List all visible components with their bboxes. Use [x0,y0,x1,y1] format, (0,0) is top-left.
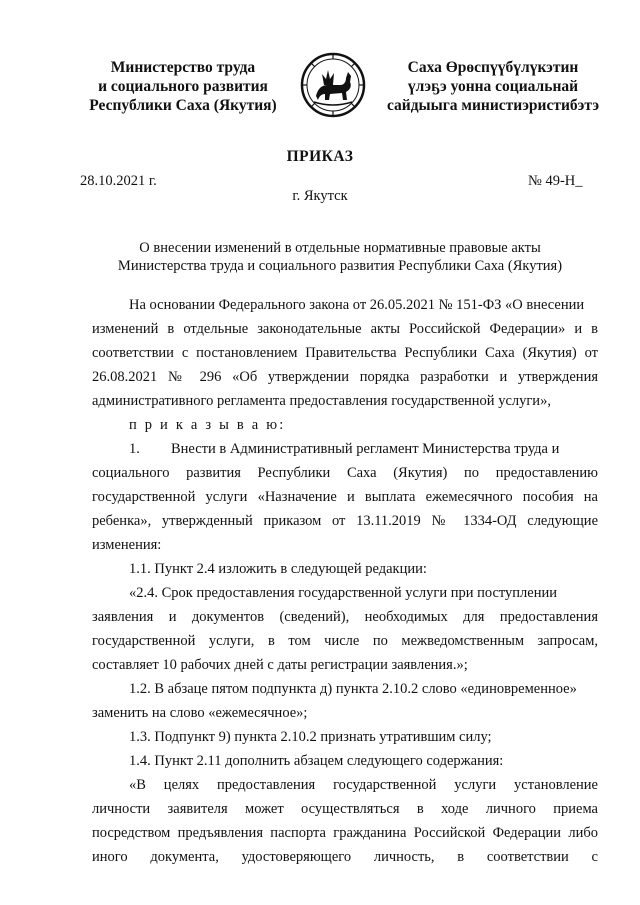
ministry-name-line: Саха Өрөспүүбүлүкэтин [407,59,579,76]
body-line: личности заявителя может осуществляться в ходе личного приема [92,801,598,817]
document-title: ПРИКАЗ [286,148,354,165]
ministry-name-line: Министерство труда [110,59,256,76]
body-line: посредством предъявления паспорта гражданина Российской Федерации либо [92,825,598,841]
ministry-name-line: Республики Саха (Якутия) [89,97,277,114]
body-line: государственной услуги «Назначение и выплата ежемесячного пособия на [92,489,598,505]
body-line: изменения: [92,537,162,553]
body-line: административного регламента предоставления государственной услуги», [92,393,551,409]
body-line: социального развития Республики Саха (Якутия) по предоставлению [92,465,598,481]
body-line: ребенка», утвержденный приказом от 13.11.2019 № 1334-ОД следующие [92,513,598,529]
body-line-item-1 [92,437,598,461]
body-line: заявления и документов (сведений), необходимых для предоставления [92,609,598,625]
item-number: 1. [129,441,140,457]
body-line: 1.2. В абзаце пятом подпункта д) пункта 2.10.2 слово «единовременное» [129,681,577,697]
order-body [92,293,598,869]
order-verb: п р и к а з ы в а ю: [129,417,286,433]
body-line: 1.3. Подпункт 9) пункта 2.10.2 признать утратившим силу; [129,729,492,745]
order-subject [80,239,600,275]
order-city: г. Якутск [292,188,348,204]
republic-emblem-icon [300,52,366,118]
subject-line: Министерства труда и социального развития Республики Саха (Якутия) [117,258,563,274]
ministry-name-line: и социального развития [98,78,268,95]
body-line: составляет 10 рабочих дней с даты регистрации заявления.»; [92,657,468,673]
item-text: Внести в Административный регламент Министерства труда и [171,441,560,457]
body-line: 1.4. Пункт 2.11 дополнить абзацем следующего содержания: [129,753,504,769]
body-line: заменить на слово «ежемесячное»; [92,705,308,721]
body-line: государственной услуги, в том числе по межведомственным запросам, [92,633,598,649]
ministry-name-russian [78,58,288,115]
body-line: 1.1. Пункт 2.4 изложить в следующей редакции: [129,561,427,577]
body-line: соответствии с постановлением Правительства Республики Саха (Якутия) от [92,345,598,361]
body-line: «2.4. Срок предоставления государственной услуги при поступлении [129,585,558,601]
subject-line: О внесении изменений в отдельные нормативные правовые акты [139,240,541,256]
body-line: 26.08.2021 № 296 «Об утверждении порядка разработки и утверждения [92,369,598,385]
body-line: иного документа, удостоверяющего личность, в соответствии с [92,849,598,865]
ministry-name-line: үлэҕэ уонна социальнай [407,78,579,95]
body-line: «В целях предоставления государственной услуги установление [129,777,598,793]
ministry-name-line: сайдыыга министиэристибэтэ [386,97,600,114]
body-line: изменений в отдельные законодательные акты Российской Федерации» и в [92,321,598,337]
body-line: На основании Федерального закона от 26.05.2021 № 151-ФЗ «О внесении [129,297,585,313]
order-date: 28.10.2021 г. [80,173,157,189]
order-number: № 49-Н_ [528,173,583,189]
ministry-name-yakut [378,58,608,115]
